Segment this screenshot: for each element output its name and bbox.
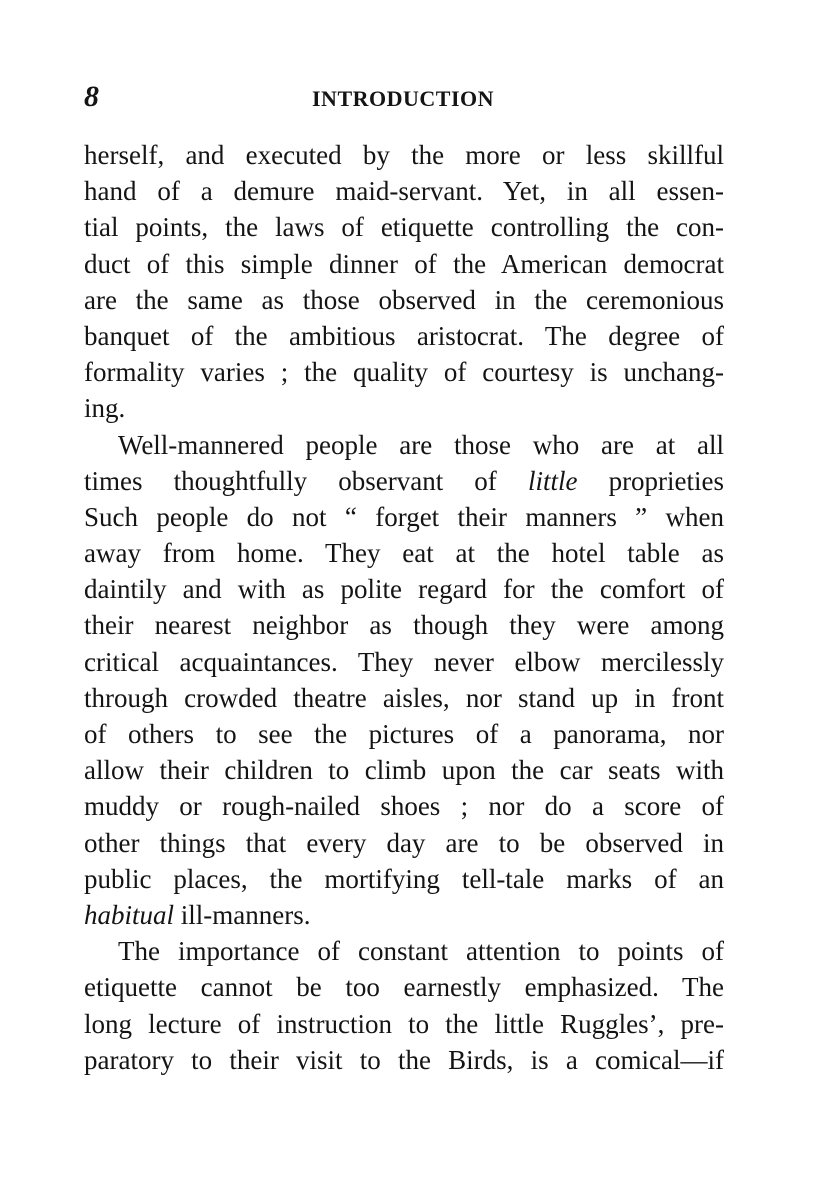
text-line: allow their children to climb upon the car seats with: [84, 755, 724, 786]
text-line: muddy or rough-nailed shoes ; nor do a score of: [84, 791, 724, 822]
text-line: critical acquaintances. They never elbow mercilessly: [84, 646, 724, 677]
text-line: away from home. They eat at the hotel table as: [84, 538, 724, 569]
page-number: 8: [84, 80, 99, 113]
text-line: hand of a demure maid-servant. Yet, in all essen-: [84, 176, 724, 207]
running-title: INTRODUCTION: [312, 86, 495, 111]
text-line: Well-mannered people are those who are at all: [118, 429, 724, 460]
text-line: tial points, the laws of etiquette controlling the con-: [84, 212, 724, 243]
text-line: herself, and executed by the more or less skillful: [84, 140, 724, 170]
text-line: other things that every day are to be observed in: [84, 827, 724, 858]
text-line: duct of this simple dinner of the American democrat: [84, 248, 724, 279]
text-line: through crowded theatre aisles, nor stand up in front: [84, 682, 724, 713]
text-line: Such people do not “ forget their manners ” when: [84, 501, 724, 532]
text-line: The importance of constant attention to points of: [118, 936, 724, 967]
text-line: of others to see the pictures of a panorama, nor: [84, 719, 724, 749]
text-line: banquet of the ambitious aristocrat. The degree of: [84, 320, 724, 351]
italic-word-little: little: [527, 465, 578, 496]
body-text: [84, 137, 724, 1078]
text-line: their nearest neighbor as though they were among: [84, 610, 724, 641]
text-line: formality varies ; the quality of courtesy is unchang-: [84, 357, 724, 388]
text-line: long lecture of instruction to the little Ruggles’, pre-: [84, 1008, 724, 1039]
text-line: [84, 897, 724, 933]
running-head: [84, 80, 724, 114]
text-line: etiquette cannot be too earnestly emphasized. The: [84, 972, 724, 1003]
text-segment: times thoughtfully observant of: [84, 465, 497, 496]
text-line: daintily and with as polite regard for the comfort of: [84, 574, 724, 605]
text-line: ing.: [84, 393, 126, 424]
text-line: are the same as those observed in the ceremonious: [84, 284, 724, 315]
text-line: public places, the mortifying tell-tale marks of an: [84, 863, 724, 894]
text-segment: ill-manners.: [180, 899, 311, 930]
text-segment: proprieties: [608, 465, 725, 496]
italic-word-habitual: habitual: [84, 899, 175, 930]
text-line: [84, 463, 724, 499]
text-line: paratory to their visit to the Birds, is a comical—if: [84, 1044, 724, 1075]
